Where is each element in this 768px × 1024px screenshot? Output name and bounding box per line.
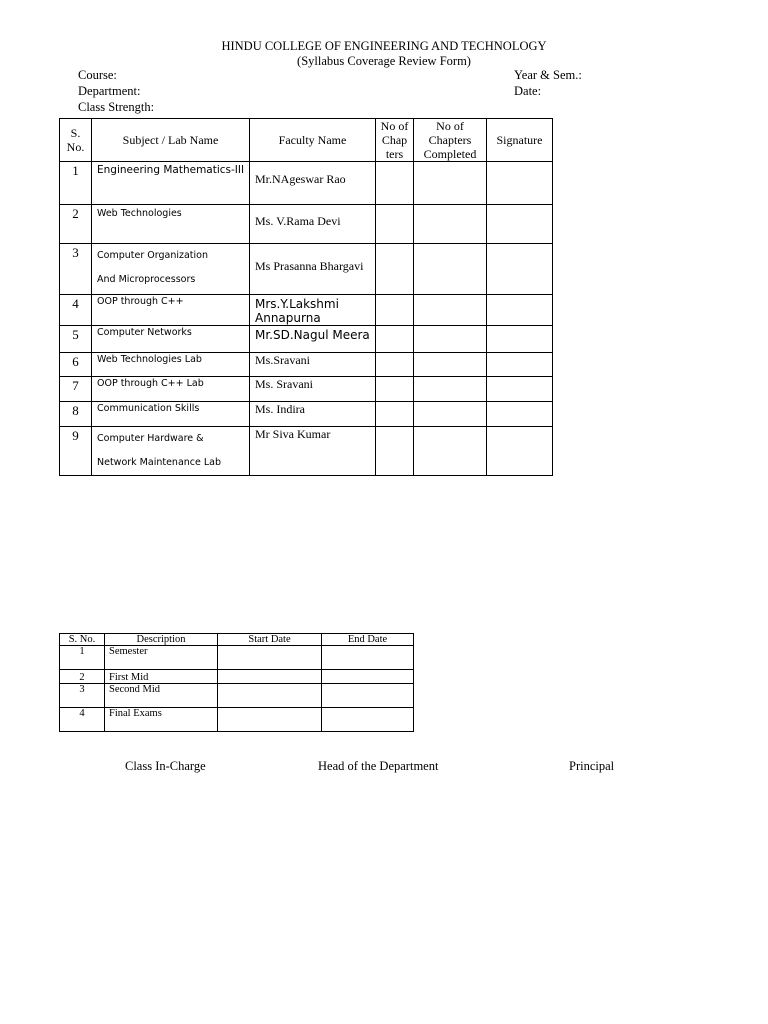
row-sno: 9	[60, 427, 92, 476]
row-chapters-cell[interactable]	[376, 402, 414, 427]
row-faculty: Ms. V.Rama Devi	[250, 205, 376, 244]
row-faculty: Mrs.Y.Lakshmi Annapurna	[250, 295, 376, 326]
table-row	[60, 708, 414, 732]
row-sno: 7	[60, 377, 92, 402]
form-subtitle: (Syllabus Coverage Review Form)	[297, 54, 471, 68]
row-faculty: Mr.SD.Nagul Meera	[250, 326, 376, 353]
table-row	[60, 427, 553, 476]
col-start-date-header: Start Date	[218, 634, 322, 646]
row-sno: 6	[60, 353, 92, 377]
row-subject: Computer Networks	[92, 326, 250, 353]
row-start-date-cell[interactable]	[218, 646, 322, 670]
row-faculty: Mr.NAgeswar Rao	[250, 162, 376, 205]
row-sno: 4	[60, 295, 92, 326]
col-completed-header: No of Chapters Completed	[414, 119, 487, 162]
row-description: First Mid	[105, 670, 218, 684]
row-sno: 1	[60, 646, 105, 670]
hod-signature-label: Head of the Department	[318, 759, 439, 773]
col-end-date-header: End Date	[322, 634, 414, 646]
row-chapters-cell[interactable]	[376, 295, 414, 326]
table-row	[60, 684, 414, 708]
row-sno: 5	[60, 326, 92, 353]
department-label: Department:	[78, 84, 141, 98]
row-signature-cell[interactable]	[487, 427, 553, 476]
row-completed-cell[interactable]	[414, 326, 487, 353]
date-label: Date:	[514, 84, 542, 98]
row-description: Final Exams	[105, 708, 218, 732]
row-subject: Communication Skills	[92, 402, 250, 427]
row-completed-cell[interactable]	[414, 205, 487, 244]
col-chapters-header: No of Chap ters	[376, 119, 414, 162]
row-subject: Computer Hardware & Network Maintenance Lab	[92, 427, 250, 476]
row-start-date-cell[interactable]	[218, 670, 322, 684]
row-signature-cell[interactable]	[487, 244, 553, 295]
row-signature-cell[interactable]	[487, 377, 553, 402]
year-sem-label: Year & Sem.:	[514, 68, 582, 82]
row-subject: Web Technologies	[92, 205, 250, 244]
row-subject: Computer Organization And Microprocessors	[92, 244, 250, 295]
row-end-date-cell[interactable]	[322, 708, 414, 732]
row-sno: 2	[60, 670, 105, 684]
row-description: Semester	[105, 646, 218, 670]
row-sno: 2	[60, 205, 92, 244]
class-incharge-signature-label: Class In-Charge	[125, 759, 206, 773]
table-row	[60, 244, 553, 295]
row-signature-cell[interactable]	[487, 205, 553, 244]
row-subject: Engineering Mathematics-III	[92, 162, 250, 205]
row-sno: 8	[60, 402, 92, 427]
college-title: HINDU COLLEGE OF ENGINEERING AND TECHNOLOGY	[221, 39, 547, 53]
subjects-header-row	[60, 119, 553, 162]
col-faculty-header: Faculty Name	[250, 119, 376, 162]
table-row	[60, 670, 414, 684]
row-end-date-cell[interactable]	[322, 670, 414, 684]
row-faculty: Ms.Sravani	[250, 353, 376, 377]
col-signature-header: Signature	[487, 119, 553, 162]
row-faculty: Ms. Indira	[250, 402, 376, 427]
table-row	[60, 162, 553, 205]
row-start-date-cell[interactable]	[218, 684, 322, 708]
exam-dates-table	[59, 633, 414, 732]
row-subject: OOP through C++	[92, 295, 250, 326]
row-sno: 3	[60, 684, 105, 708]
row-end-date-cell[interactable]	[322, 646, 414, 670]
row-faculty: Mr Siva Kumar	[250, 427, 376, 476]
row-completed-cell[interactable]	[414, 295, 487, 326]
subjects-table	[59, 118, 553, 476]
class-strength-label: Class Strength:	[78, 100, 155, 114]
row-completed-cell[interactable]	[414, 353, 487, 377]
row-completed-cell[interactable]	[414, 377, 487, 402]
row-chapters-cell[interactable]	[376, 377, 414, 402]
row-signature-cell[interactable]	[487, 162, 553, 205]
col-sno-header: S. No.	[60, 119, 92, 162]
row-chapters-cell[interactable]	[376, 244, 414, 295]
row-completed-cell[interactable]	[414, 244, 487, 295]
col-subject-header: Subject / Lab Name	[92, 119, 250, 162]
row-chapters-cell[interactable]	[376, 326, 414, 353]
row-description: Second Mid	[105, 684, 218, 708]
col-description-header: Description	[105, 634, 218, 646]
principal-signature-label: Principal	[569, 759, 615, 773]
row-sno: 3	[60, 244, 92, 295]
row-sno: 4	[60, 708, 105, 732]
row-completed-cell[interactable]	[414, 402, 487, 427]
row-faculty: Ms. Sravani	[250, 377, 376, 402]
col-sno-header: S. No.	[60, 634, 105, 646]
row-faculty: Ms Prasanna Bhargavi	[250, 244, 376, 295]
row-completed-cell[interactable]	[414, 427, 487, 476]
row-signature-cell[interactable]	[487, 402, 553, 427]
row-end-date-cell[interactable]	[322, 684, 414, 708]
row-signature-cell[interactable]	[487, 326, 553, 353]
table-row	[60, 295, 553, 326]
row-completed-cell[interactable]	[414, 162, 487, 205]
row-start-date-cell[interactable]	[218, 708, 322, 732]
row-subject: Web Technologies Lab	[92, 353, 250, 377]
table-row	[60, 326, 553, 353]
dates-header-row	[60, 634, 414, 646]
row-subject: OOP through C++ Lab	[92, 377, 250, 402]
table-row	[60, 353, 553, 377]
row-signature-cell[interactable]	[487, 353, 553, 377]
table-row	[60, 402, 553, 427]
table-row	[60, 646, 414, 670]
row-chapters-cell[interactable]	[376, 205, 414, 244]
row-sno: 1	[60, 162, 92, 205]
row-chapters-cell[interactable]	[376, 427, 414, 476]
row-chapters-cell[interactable]	[376, 353, 414, 377]
row-signature-cell[interactable]	[487, 295, 553, 326]
table-row	[60, 377, 553, 402]
course-label: Course:	[78, 68, 117, 82]
row-chapters-cell[interactable]	[376, 162, 414, 205]
table-row	[60, 205, 553, 244]
